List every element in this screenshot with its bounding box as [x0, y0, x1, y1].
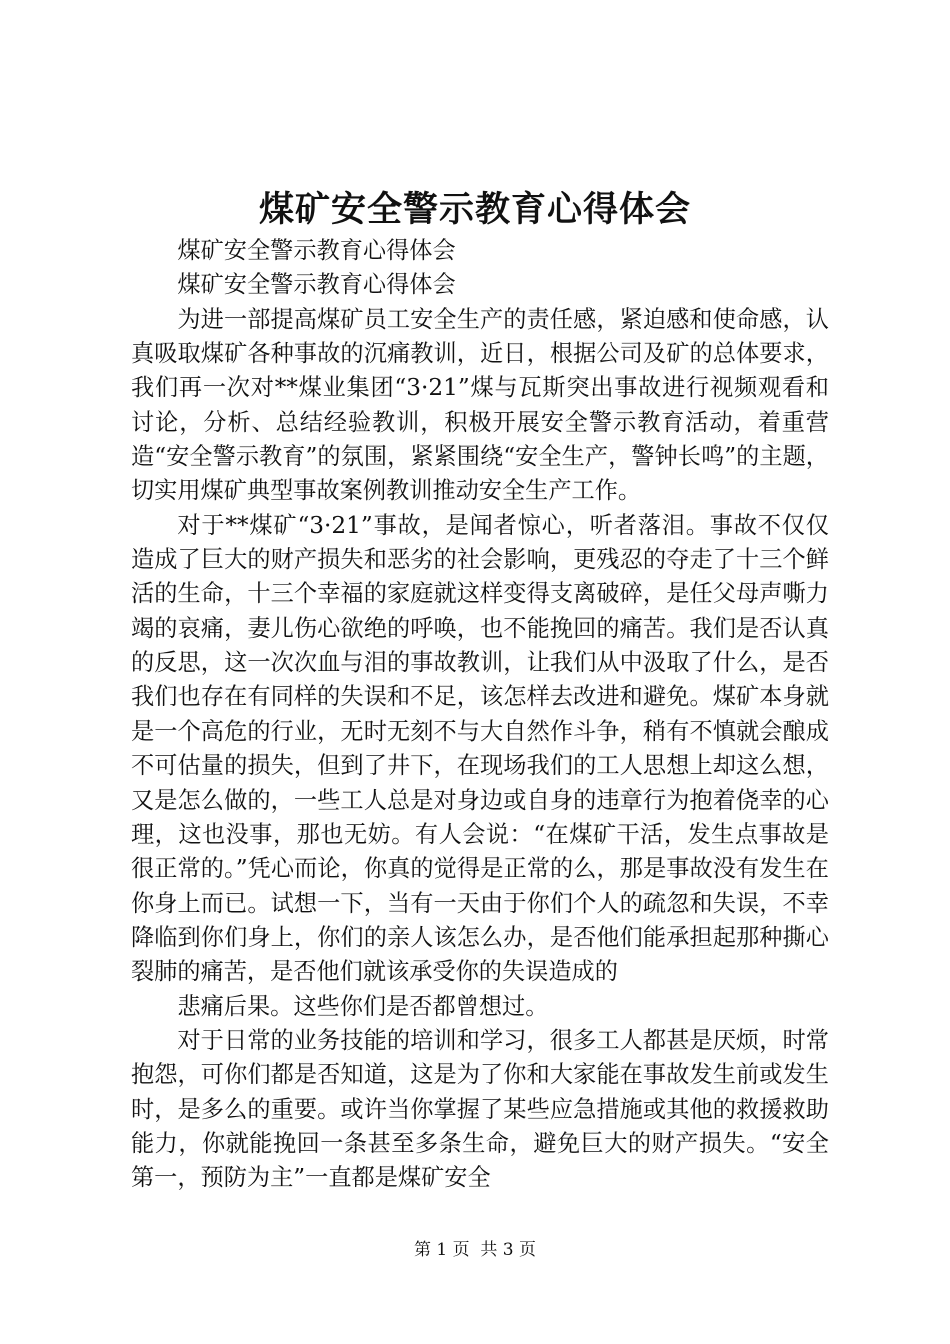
- paragraph-subtitle-2: 煤矿安全警示教育心得体会: [177, 271, 456, 299]
- paragraph-subtitle-1: 煤矿安全警示教育心得体会: [177, 237, 456, 264]
- page-number: 第 1 页 共 3 页: [413, 1240, 537, 1260]
- paragraph-training: 对于日常的业务技能的培训和学习，很多工人都甚是厌烦，时常抱怨，可你们都是否知道，这是为了你和大家能在事故发生前或发生时，是多么的重要。或许当你掌握了某些应急措施或其他的救援救助能力，你就能挽回一条甚至多条生命，避免巨大的财产损失。“安全第一，预防为主”一直都是煤矿安全: [131, 1026, 829, 1192]
- document-title: 煤矿安全警示教育心得体会: [258, 189, 691, 230]
- paragraph-accident-reflection: 对于**煤矿“3·21”事故，是闻者惊心，听者落泪。事故不仅仅造成了巨大的财产损失和恶劣的社会影响，更残忍的夺走了十三个鲜活的生命，十三个幸福的家庭就这样变得支离破碎，是任父母声嘶力竭的哀痛，妻儿伤心欲绝的呼唤，也不能挽回的痛苦。我们是否认真的反思，这一次次血与泪的事故教训，让我们从中汲取了什么，是否我们也存在有同样的失误和不足，该怎样去改进和避免。煤矿本身就是一个高危的行业，无时无刻不与大自然作斗争，稍有不慎就会酿成不可估量的损失，但到了井下，在现场我们的工人思想上却这么想，又是怎么做的，一些工人总是对身边或自身的违章行为抱着侥幸的心理，这也没事，那也无妨。有人会说：“在煤矿干活，发生点事故是很正常的。”凭心而论，你真的觉得是正常的么，那是事故没有发生在你身上而已。试想一下，当有一天由于你们个人的疏忽和失误，不幸降临到你们身上，你们的亲人该怎么办，是否他们能承担起那种撕心裂肺的痛苦，是否他们就该承受你的失误造成的: [131, 511, 829, 986]
- paragraph-consequence: 悲痛后果。这些你们是否都曾想过。: [177, 992, 549, 1020]
- paragraph-intro: 为进一部提高煤矿员工安全生产的责任感，紧迫感和使命感，认真吸取煤矿各种事故的沉痛教训，近日，根据公司及矿的总体要求，我们再一次对**煤业集团“3·21”煤与瓦斯突出事故进行视频观看和讨论，分析、总结经验教训，积极开展安全警示教育活动，着重营造“安全警示教育”的氛围，紧紧围绕“安全生产，警钟长鸣”的主题，切实用煤矿典型事故案例教训推动安全生产工作。: [131, 305, 829, 505]
- document-body: [131, 234, 829, 1196]
- page-footer: [0, 1238, 950, 1262]
